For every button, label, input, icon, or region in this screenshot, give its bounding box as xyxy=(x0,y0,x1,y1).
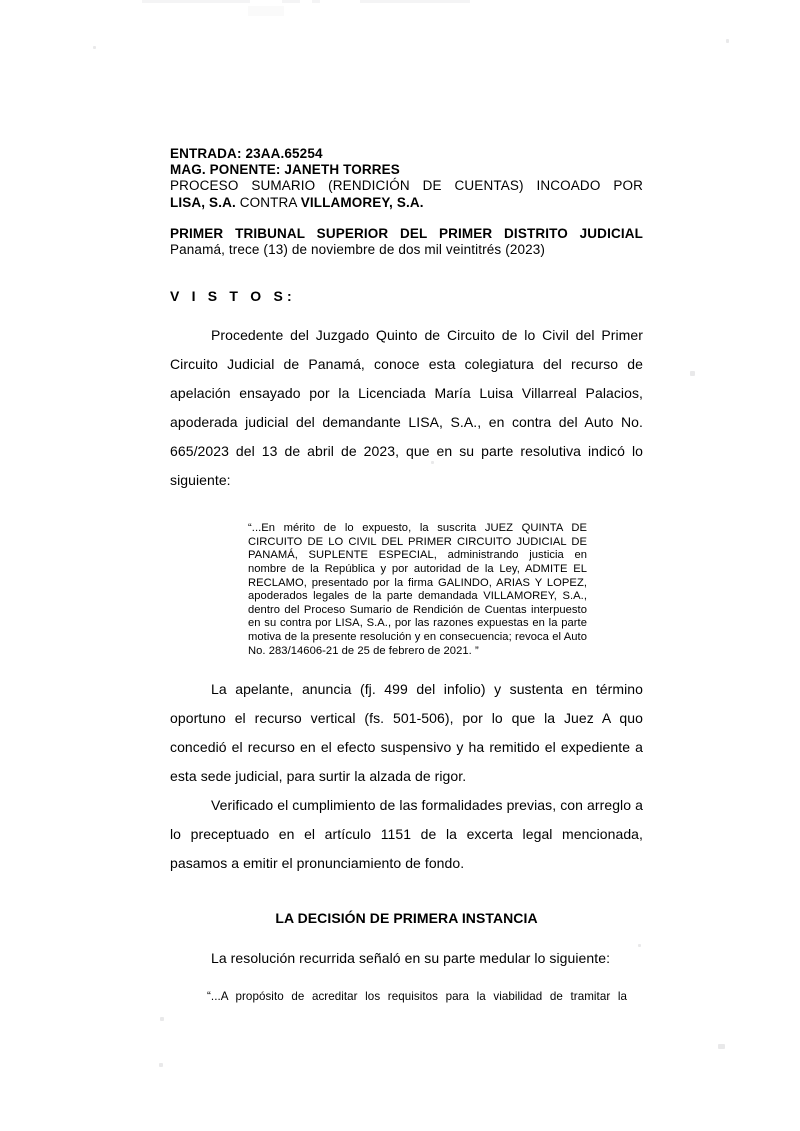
quote-decision-partial: “...A propósito de acreditar los requisitos para la viabilidad de tramitar la xyxy=(207,990,627,1004)
paragraph-procedente: Procedente del Juzgado Quinto de Circuito de lo Civil del Primer Circuito Judicial de Panamá, conoce esta colegiatura del recurso de apelación ensayado por la Licenciada María Luisa Villarreal Palacios, apoderada judicial del demandante LISA, S.A., en contra del Auto No. 665/2023 del 13 de abril de 2023, que en su parte resolutiva indicó lo siguiente: xyxy=(170,327,643,489)
lugar-fecha-line: Panamá, trece (13) de noviembre de dos mil veintitrés (2023) xyxy=(170,242,546,258)
party-connector: CONTRA xyxy=(235,194,301,210)
party-demandante: LISA, S.A. xyxy=(170,194,236,210)
document-body xyxy=(170,146,643,1016)
paragraph-resolucion-recurrida: La resolución recurrida señaló en su parte medular lo siguiente: xyxy=(211,950,611,967)
paragraph-verificado: Verificado el cumplimiento de las formalidades previas, con arreglo a lo preceptuado en el artículo 1151 de la excerta legal mencionada, pasamos a emitir el pronunciamiento de fondo. xyxy=(170,797,643,872)
tribunal-title: PRIMER TRIBUNAL SUPERIOR DEL PRIMER DISTRITO JUDICIAL xyxy=(170,225,643,241)
party-demandada: VILLAMOREY, S.A. xyxy=(300,194,424,210)
proceso-line-1: PROCESO SUMARIO (RENDICIÓN DE CUENTAS) INCOADO POR xyxy=(170,178,643,194)
proceso-line-2 xyxy=(170,195,643,211)
magistrada-ponente-line: MAG. PONENTE: JANETH TORRES xyxy=(170,162,400,178)
header-block xyxy=(170,146,643,258)
paragraph-apelante: La apelante, anuncia (fj. 499 del infolio) y sustenta en término oportuno el recurso vertical (fs. 501-506), por lo que la Juez A quo concedió el recurso en el efecto suspensivo y ha remitido el expediente a esta sede judicial, para surtir la alzada de rigor. xyxy=(170,681,643,785)
quote-resolucion-primera-instancia: “...En mérito de lo expuesto, la suscrita JUEZ QUINTA DE CIRCUITO DE LO CIVIL DEL PRIMER CIRCUITO JUDICIAL DE PANAMÁ, SUPLENTE ESPECIAL, administrando justicia en nombre de la República y por autoridad de la Ley, ADMITE EL RECLAMO, presentado por la firma GALINDO, ARIAS Y LOPEZ, apoderados legales de la parte demandada VILLAMOREY, S.A., dentro del Proceso Sumario de Rendición de Cuentas interpuesto en su contra por LISA, S.A., por las razones expuestas en la parte motiva de la presente resolución y en consecuencia; revoca el Auto No. 283/14606-21 de 25 de febrero de 2021. ” xyxy=(248,522,587,657)
entrada-line: ENTRADA: 23AA.65254 xyxy=(170,146,323,161)
section-heading-decision-primera-instancia: LA DECISIÓN DE PRIMERA INSTANCIA xyxy=(275,910,538,927)
vistos-label: V I S T O S: xyxy=(170,288,296,305)
